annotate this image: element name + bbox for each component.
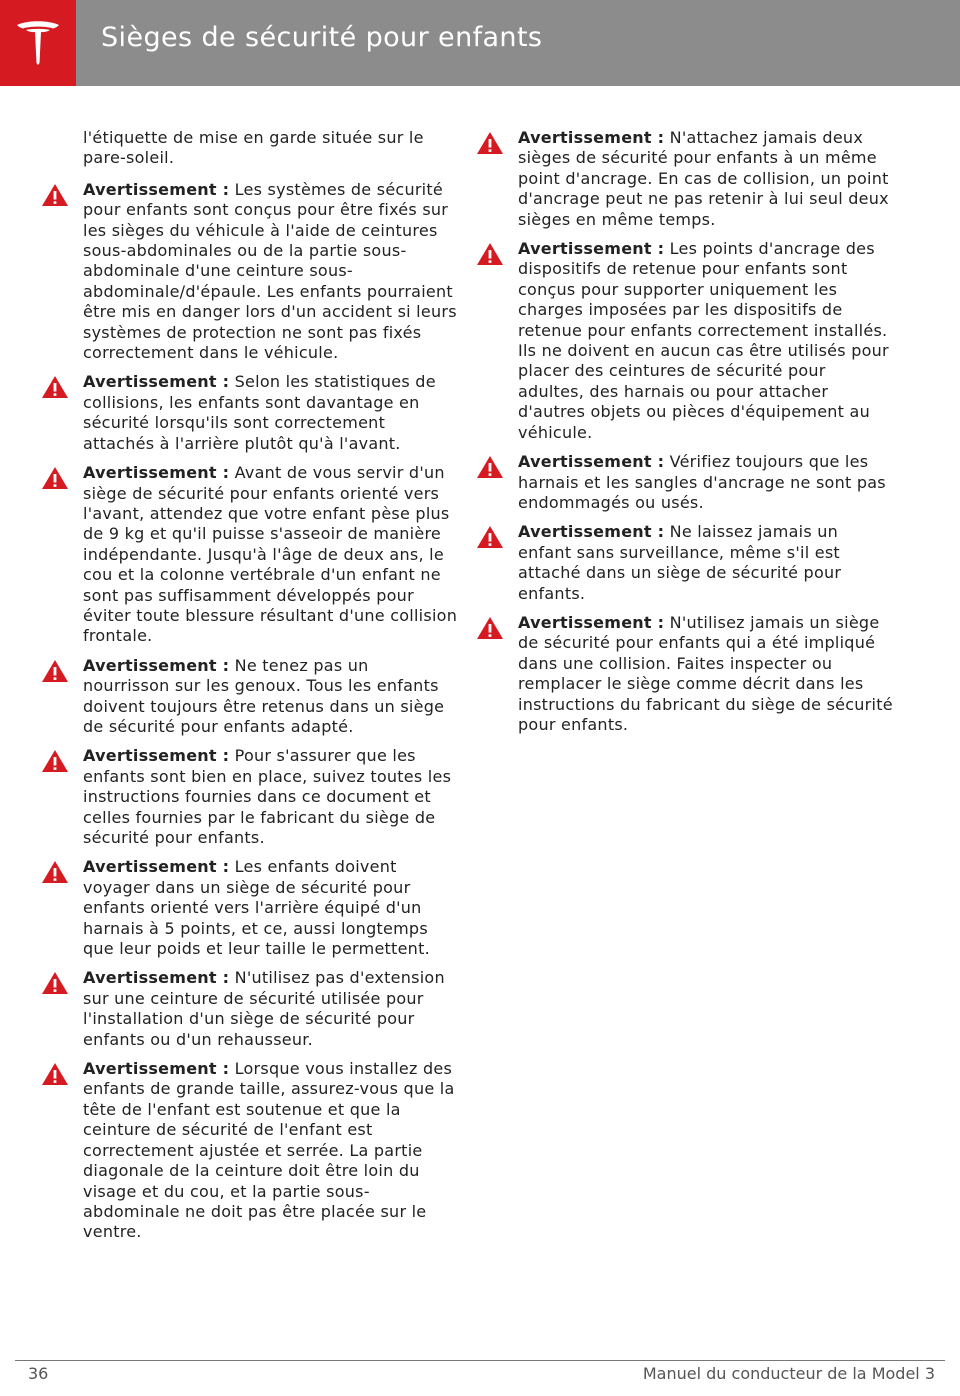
- warning-item: [38, 463, 458, 647]
- warning-text: N'utilisez jamais un siège de sécurité pour enfants qui a été impliqué dans une collision. Faites inspecter ou remplacer le siège comme décrit dans les instructions du fabricant du siège de sécurité pour enfants.: [518, 612, 893, 734]
- warning-triangle-icon: [41, 375, 69, 399]
- tesla-logo-icon: [13, 17, 63, 67]
- warning-label: Avertissement :: [83, 463, 230, 483]
- warning-item: [38, 372, 458, 454]
- warning-triangle-icon: [41, 659, 69, 683]
- warning-triangle-icon: [41, 860, 69, 884]
- warning-triangle-icon: [41, 466, 69, 490]
- warning-triangle-icon: [476, 616, 504, 640]
- left-column: [38, 128, 458, 1252]
- manual-title: Manuel du conducteur de la Model 3: [642, 1364, 935, 1383]
- warning-item: [473, 452, 893, 513]
- warning-text: Ne laissez jamais un enfant sans surveillance, même s'il est attaché dans un siège de sécurité pour enfants.: [518, 522, 842, 603]
- footer-divider: [15, 1360, 945, 1361]
- logo-box: [0, 0, 76, 86]
- warning-item: [473, 522, 893, 604]
- warning-text: Ne tenez pas un nourrisson sur les genoux. Tous les enfants doivent toujours être retenus dans un siège de sécurité pour enfants adapté.: [83, 655, 445, 736]
- warning-text: Les points d'ancrage des dispositifs de retenue pour enfants sont conçus pour supporter uniquement les charges imposées par les dispositifs de retenue pour enfants correctement installés. Ils ne doivent en aucun cas être utilisés pour placer des ceintures de sécurité pour adultes, des harnais ou pour attacher d'autres objets ou pièces d'équipement au véhicule.: [518, 239, 889, 442]
- right-column: [473, 128, 893, 744]
- warning-triangle-icon: [476, 525, 504, 549]
- warning-label: Avertissement :: [83, 857, 230, 877]
- warning-item: [473, 239, 893, 443]
- page-title: Sièges de sécurité pour enfants: [101, 22, 543, 53]
- warning-item: [473, 613, 893, 735]
- warning-label: Avertissement :: [83, 968, 230, 988]
- warning-item: [38, 746, 458, 848]
- warning-text: N'attachez jamais deux sièges de sécurité pour enfants à un même point d'ancrage. En cas de collision, un point d'ancrage peut ne pas retenir à lui seul deux sièges en même temps.: [518, 128, 889, 229]
- warning-triangle-icon: [476, 131, 504, 155]
- warning-label: Avertissement :: [83, 746, 230, 766]
- warning-label: Avertissement :: [518, 452, 665, 472]
- warning-text: Les systèmes de sécurité pour enfants sont conçus pour être fixés sur les sièges du véhicule à l'aide de ceintures sous-abdominales ou de la partie sous-abdominale d'une ceinture sous-abdominale/d'épaule. Les enfants pourraient être mis en danger lors d'un accident si leurs systèmes de protection ne sont pas fixés correctement dans le véhicule.: [83, 179, 457, 363]
- warning-label: Avertissement :: [83, 372, 230, 392]
- warning-item: [38, 180, 458, 364]
- warning-triangle-icon: [476, 242, 504, 266]
- warning-text: Avant de vous servir d'un siège de sécurité pour enfants orienté vers l'avant, attendez que votre enfant pèse plus de 9 kg et qu'il puisse s'asseoir de manière indépendante. Jusqu'à l'âge de deux ans, le cou et la colonne vertébrale d'un enfant ne sont pas suffisamment développés pour éviter toute blessure résultant d'une collision frontale.: [83, 463, 458, 646]
- warning-text: Lorsque vous installez des enfants de grande taille, assurez-vous que la tête de l'enfant est soutenue et que la ceinture de sécurité de l'enfant est correctement ajustée et serrée. La partie diagonale de la ceinture doit être loin du visage et du cou, et la partie sous-abdominale ne doit pas être placée sur le ventre.: [83, 1059, 455, 1242]
- warning-label: Avertissement :: [518, 612, 665, 632]
- warning-item: [38, 857, 458, 959]
- warning-item: [38, 968, 458, 1050]
- warning-item: [38, 1059, 458, 1243]
- warning-triangle-icon: [41, 183, 69, 207]
- warning-label: Avertissement :: [83, 179, 230, 199]
- warning-label: Avertissement :: [518, 522, 665, 542]
- warning-text: Vérifiez toujours que les harnais et les sangles d'ancrage ne sont pas endommagés ou usés.: [518, 452, 886, 512]
- warning-label: Avertissement :: [83, 655, 230, 675]
- warning-text: Selon les statistiques de collisions, les enfants sont davantage en sécurité lorsqu'ils sont correctement attachés à l'arrière plutôt qu'à l'avant.: [83, 372, 436, 453]
- warning-triangle-icon: [41, 749, 69, 773]
- page-header: [0, 0, 960, 86]
- warning-triangle-icon: [476, 455, 504, 479]
- warning-label: Avertissement :: [83, 1059, 230, 1079]
- warning-text: Les enfants doivent voyager dans un siège de sécurité pour enfants orienté vers l'arrière équipé d'un harnais à 5 points, et ce, aussi longtemps que leur poids et leur taille le permettent.: [83, 857, 430, 959]
- warning-label: Avertissement :: [518, 128, 665, 147]
- warning-triangle-icon: [41, 971, 69, 995]
- warning-text: Pour s'assurer que les enfants sont bien en place, suivez toutes les instructions fournies dans ce document et celles fournies par le fabricant du siège de sécurité pour enfants.: [83, 746, 452, 847]
- warning-item: [38, 656, 458, 738]
- page-number: 36: [28, 1364, 49, 1383]
- warning-item: [473, 128, 893, 230]
- intro-paragraph: l'étiquette de mise en garde située sur le pare-soleil.: [83, 128, 424, 168]
- warning-triangle-icon: [41, 1062, 69, 1086]
- warning-text: N'utilisez pas d'extension sur une ceinture de sécurité utilisée pour l'installation d'un siège de sécurité pour enfants ou d'un rehausseur.: [83, 968, 445, 1049]
- warning-label: Avertissement :: [518, 239, 665, 259]
